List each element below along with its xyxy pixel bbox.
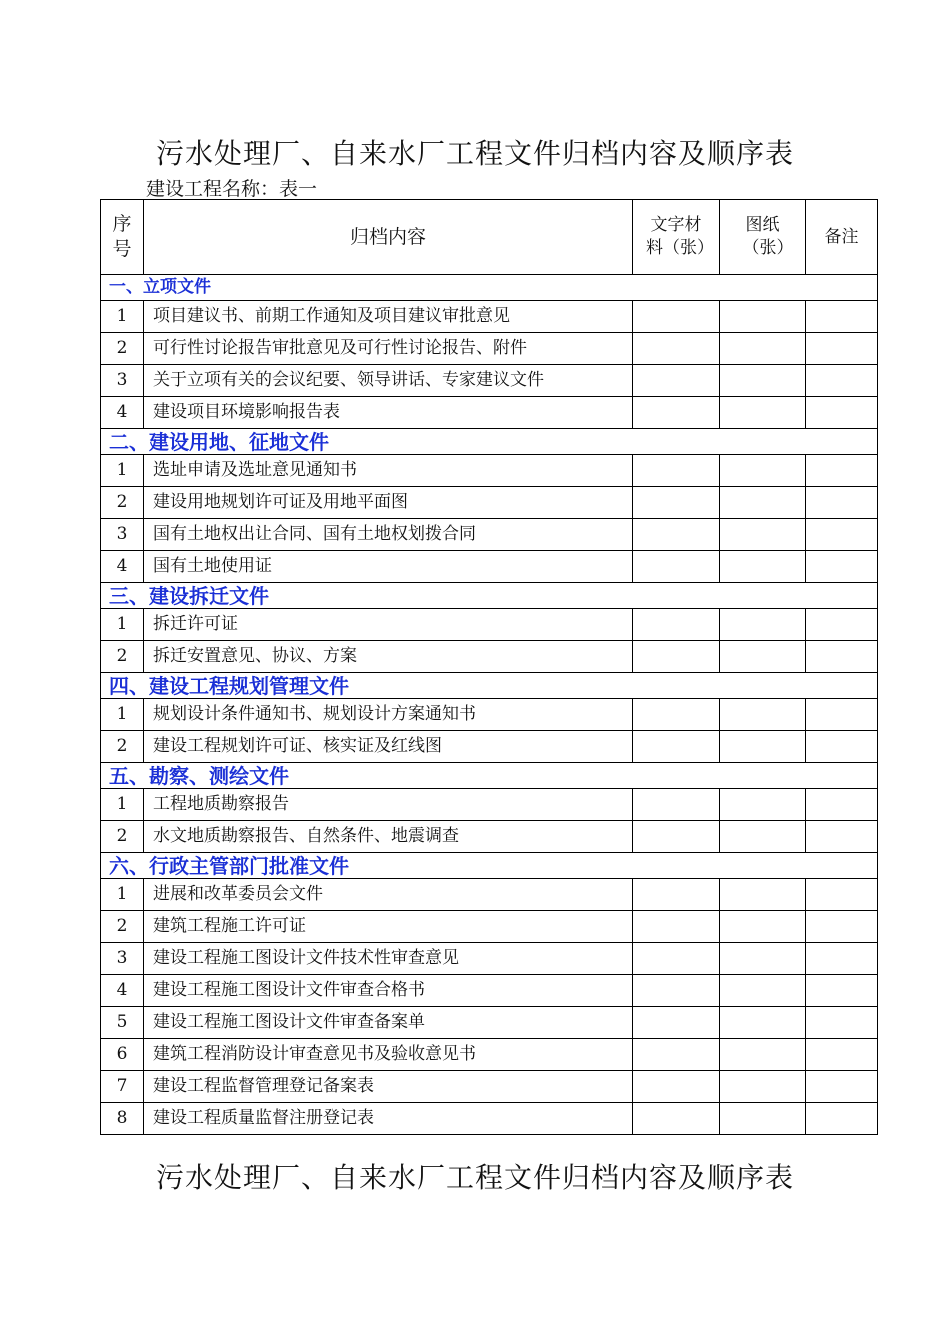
table-row — [101, 455, 878, 487]
table-row — [101, 609, 878, 641]
table-row — [101, 1071, 878, 1103]
row-content: 国有土地权出让合同、国有土地权划拨合同 — [144, 519, 633, 551]
section-row — [101, 275, 878, 301]
drawings-cell — [720, 609, 806, 641]
row-number: 7 — [101, 1071, 144, 1103]
footer-title: 污水处理厂、自来水厂工程文件归档内容及顺序表 — [155, 1161, 794, 1194]
table-row — [101, 1039, 878, 1071]
row-number: 1 — [101, 609, 144, 641]
remarks-cell — [806, 1071, 878, 1103]
drawings-cell — [720, 731, 806, 763]
table-row — [101, 975, 878, 1007]
text-material-cell — [633, 731, 720, 763]
row-content: 建筑工程施工许可证 — [144, 911, 633, 943]
text-material-cell — [633, 397, 720, 429]
remarks-cell — [806, 731, 878, 763]
text-material-cell — [633, 1039, 720, 1071]
row-number: 2 — [101, 333, 144, 365]
text-material-cell — [633, 879, 720, 911]
row-number: 4 — [101, 975, 144, 1007]
remarks-cell — [806, 789, 878, 821]
row-content: 进展和改革委员会文件 — [144, 879, 633, 911]
header-content: 归档内容 — [144, 200, 633, 275]
section-row — [101, 429, 878, 455]
table-row — [101, 519, 878, 551]
header-seq-text: 序号 — [112, 213, 132, 260]
text-material-cell — [633, 519, 720, 551]
row-number: 2 — [101, 641, 144, 673]
remarks-cell — [806, 519, 878, 551]
drawings-cell — [720, 455, 806, 487]
drawings-cell — [720, 365, 806, 397]
section-title: 一、立项文件 — [101, 275, 878, 301]
text-material-cell — [633, 789, 720, 821]
text-material-cell — [633, 975, 720, 1007]
row-number: 1 — [101, 699, 144, 731]
archive-table-body — [101, 200, 878, 1135]
row-number: 6 — [101, 1039, 144, 1071]
text-material-cell — [633, 641, 720, 673]
remarks-cell — [806, 365, 878, 397]
remarks-cell — [806, 551, 878, 583]
row-number: 2 — [101, 911, 144, 943]
text-material-cell — [633, 821, 720, 853]
drawings-cell — [720, 301, 806, 333]
row-number: 4 — [101, 551, 144, 583]
drawings-cell — [720, 699, 806, 731]
drawings-cell — [720, 1039, 806, 1071]
drawings-cell — [720, 911, 806, 943]
drawings-cell — [720, 975, 806, 1007]
section-title: 三、建设拆迁文件 — [101, 583, 878, 609]
section-title: 二、建设用地、征地文件 — [101, 429, 878, 455]
row-content: 国有土地使用证 — [144, 551, 633, 583]
drawings-cell — [720, 487, 806, 519]
table-row — [101, 731, 878, 763]
drawings-cell — [720, 397, 806, 429]
text-material-cell — [633, 1007, 720, 1039]
drawings-cell — [720, 519, 806, 551]
remarks-cell — [806, 301, 878, 333]
row-number: 1 — [101, 879, 144, 911]
section-row — [101, 763, 878, 789]
remarks-cell — [806, 333, 878, 365]
drawings-cell — [720, 551, 806, 583]
row-content: 建设工程施工图设计文件审查备案单 — [144, 1007, 633, 1039]
row-content: 建设工程监督管理登记备案表 — [144, 1071, 633, 1103]
row-number: 5 — [101, 1007, 144, 1039]
header-drawings — [720, 200, 806, 275]
text-material-cell — [633, 1103, 720, 1135]
drawings-cell — [720, 879, 806, 911]
section-row — [101, 673, 878, 699]
section-title: 五、勘察、测绘文件 — [101, 763, 878, 789]
header-remarks: 备注 — [806, 200, 878, 275]
table-row — [101, 1103, 878, 1135]
header-drawings-text: 图纸（张） — [742, 215, 794, 258]
row-content: 关于立项有关的会议纪要、领导讲话、专家建议文件 — [144, 365, 633, 397]
remarks-cell — [806, 397, 878, 429]
remarks-cell — [806, 455, 878, 487]
row-content: 拆迁安置意见、协议、方案 — [144, 641, 633, 673]
text-material-cell — [633, 1071, 720, 1103]
drawings-cell — [720, 641, 806, 673]
text-material-cell — [633, 551, 720, 583]
drawings-cell — [720, 789, 806, 821]
row-content: 水文地质勘察报告、自然条件、地震调查 — [144, 821, 633, 853]
section-title: 四、建设工程规划管理文件 — [101, 673, 878, 699]
table-row — [101, 879, 878, 911]
drawings-cell — [720, 1103, 806, 1135]
header-text-material-text: 文字材料（张） — [646, 215, 714, 258]
row-content: 建设工程质量监督注册登记表 — [144, 1103, 633, 1135]
remarks-cell — [806, 699, 878, 731]
header-text-material — [633, 200, 720, 275]
row-content: 可行性讨论报告审批意见及可行性讨论报告、附件 — [144, 333, 633, 365]
remarks-cell — [806, 911, 878, 943]
table-row — [101, 699, 878, 731]
row-content: 工程地质勘察报告 — [144, 789, 633, 821]
text-material-cell — [633, 699, 720, 731]
text-material-cell — [633, 301, 720, 333]
row-number: 1 — [101, 789, 144, 821]
row-content: 建设用地规划许可证及用地平面图 — [144, 487, 633, 519]
table-row — [101, 911, 878, 943]
row-number: 1 — [101, 301, 144, 333]
drawings-cell — [720, 943, 806, 975]
drawings-cell — [720, 333, 806, 365]
row-content: 建筑工程消防设计审查意见书及验收意见书 — [144, 1039, 633, 1071]
table-row — [101, 789, 878, 821]
text-material-cell — [633, 943, 720, 975]
table-row — [101, 551, 878, 583]
remarks-cell — [806, 487, 878, 519]
drawings-cell — [720, 821, 806, 853]
remarks-cell — [806, 1007, 878, 1039]
remarks-cell — [806, 879, 878, 911]
row-content: 选址申请及选址意见通知书 — [144, 455, 633, 487]
remarks-cell — [806, 1039, 878, 1071]
row-number: 3 — [101, 519, 144, 551]
section-row — [101, 583, 878, 609]
table-header-row — [101, 200, 878, 275]
row-content: 拆迁许可证 — [144, 609, 633, 641]
row-number: 3 — [101, 943, 144, 975]
row-number: 2 — [101, 487, 144, 519]
table-row — [101, 1007, 878, 1039]
table-row — [101, 397, 878, 429]
page-title: 污水处理厂、自来水厂工程文件归档内容及顺序表 — [155, 137, 794, 170]
row-content: 项目建议书、前期工作通知及项目建议审批意见 — [144, 301, 633, 333]
row-number: 2 — [101, 731, 144, 763]
row-content: 建设工程施工图设计文件审查合格书 — [144, 975, 633, 1007]
remarks-cell — [806, 821, 878, 853]
row-content: 建设工程施工图设计文件技术性审查意见 — [144, 943, 633, 975]
table-row — [101, 301, 878, 333]
text-material-cell — [633, 911, 720, 943]
table-row — [101, 487, 878, 519]
row-content: 建设项目环境影响报告表 — [144, 397, 633, 429]
table-row — [101, 365, 878, 397]
table-row — [101, 943, 878, 975]
text-material-cell — [633, 365, 720, 397]
row-content: 建设工程规划许可证、核实证及红线图 — [144, 731, 633, 763]
row-number: 8 — [101, 1103, 144, 1135]
remarks-cell — [806, 1103, 878, 1135]
text-material-cell — [633, 333, 720, 365]
section-row — [101, 853, 878, 879]
table-row — [101, 821, 878, 853]
row-content: 规划设计条件通知书、规划设计方案通知书 — [144, 699, 633, 731]
remarks-cell — [806, 641, 878, 673]
remarks-cell — [806, 943, 878, 975]
row-number: 3 — [101, 365, 144, 397]
row-number: 1 — [101, 455, 144, 487]
text-material-cell — [633, 455, 720, 487]
row-number: 4 — [101, 397, 144, 429]
project-name-label: 建设工程名称：表一 — [146, 178, 318, 200]
text-material-cell — [633, 487, 720, 519]
row-number: 2 — [101, 821, 144, 853]
section-title: 六、行政主管部门批准文件 — [101, 853, 878, 879]
text-material-cell — [633, 609, 720, 641]
remarks-cell — [806, 975, 878, 1007]
remarks-cell — [806, 609, 878, 641]
header-seq — [101, 200, 144, 275]
table-row — [101, 333, 878, 365]
drawings-cell — [720, 1007, 806, 1039]
drawings-cell — [720, 1071, 806, 1103]
table-row — [101, 641, 878, 673]
archive-table — [100, 199, 878, 1135]
